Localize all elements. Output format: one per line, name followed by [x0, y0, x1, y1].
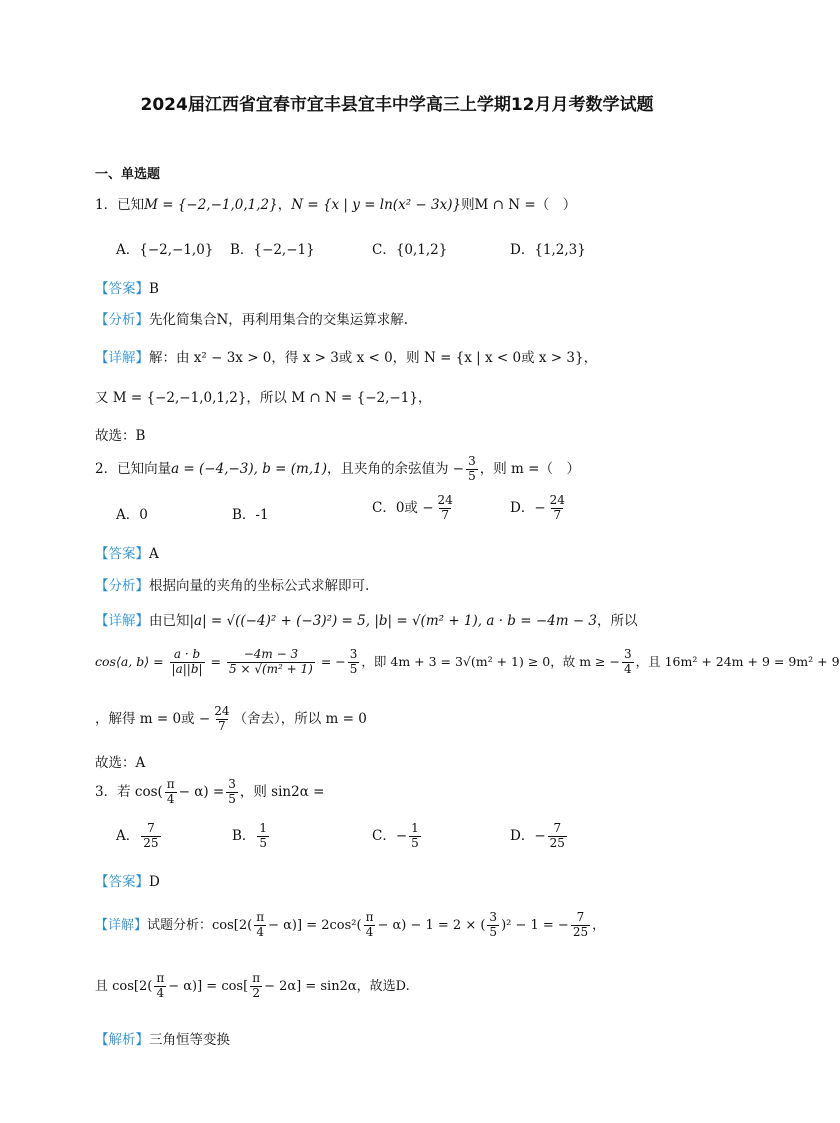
- q3-option-c: C．− $\frac{1}{5}$: [372, 821, 419, 850]
- q2-option-c: C．0或 − $\frac{24}{7}$: [372, 493, 453, 522]
- q1-answer: 【答案】B: [95, 281, 159, 297]
- q1-option-b: B．{−2,−1}: [230, 242, 315, 258]
- q1-analysis: 【分析】先化简集合N，再利用集合的交集运算求解.: [95, 312, 409, 328]
- q2-detail-3: ，解得 m = 0或 − $\frac{24}{7}$ （舍去），所以 m = 0: [95, 704, 367, 733]
- q3-option-b: B． $\frac{1}{5}$: [232, 821, 268, 850]
- q2-option-d: D．− $\frac{24}{7}$: [510, 493, 565, 522]
- q1-option-a: A．{−2,−1,0}: [116, 242, 214, 258]
- q3-jiexi: 【解析】三角恒等变换: [95, 1032, 230, 1048]
- q2-answer: 【答案】A: [95, 546, 159, 562]
- q1-detail-2: 又 M = {−2,−1,0,1,2}，所以 M ∩ N = {−2,−1}，: [95, 390, 432, 406]
- section-heading: 一、单选题: [95, 167, 161, 182]
- q1-detail: 【详解】解：由 x² − 3x > 0，得 x > 3或 x < 0，则 N = {x | x < 0或 x > 3}，: [95, 350, 598, 366]
- q2-detail: 【详解】由已知|a| = √((−4)² + (−3)²) = 5, |b| = √(m² + 1), a · b = −4m − 3，所以: [95, 613, 638, 629]
- q3-detail: 【详解】试题分析：cos[2( $\frac{\pi}{4}$ − α)] = 2cos²( $\frac{\pi}{4}$ − α) − 1 = 2 × ( $\frac{3}{5}$ )² − 1 = − $\frac{7}{25}$ ，: [95, 910, 606, 939]
- question-1-stem: 1．已知M = {−2,−1,0,1,2}，N = {x | y = ln(x² − 3x)}则M ∩ N =（ ）: [95, 197, 577, 213]
- q2-conclusion: 故选：A: [95, 755, 146, 771]
- q2-analysis: 【分析】根据向量的夹角的坐标公式求解即可.: [95, 578, 370, 594]
- question-3-stem: 3．若 cos( $\frac{\pi}{4}$ − α) = $\frac{3}{5}$ ，则 sin2α =: [95, 777, 325, 806]
- q2-option-b: B．-1: [232, 507, 269, 523]
- q3-answer: 【答案】D: [95, 874, 160, 890]
- q1-conclusion: 故选：B: [95, 428, 146, 444]
- q3-detail-2: 且 cos[2( $\frac{\pi}{4}$ − α)] = cos[ $\frac{\pi}{2}$ − 2α] = sin2α，故选D.: [95, 971, 410, 1000]
- q3-option-d: D．− $\frac{7}{25}$: [510, 821, 565, 850]
- q2-option-a: A．0: [116, 507, 148, 523]
- q2-detail-2: cos⟨a, b⟩ = $\frac{a \cdot b}{|a||b|}$ = $\frac{-4m - 3}{\text{5 × √(m² + 1)}}$ = − $\frac{3}{5}$ ，即 4m + 3 = 3√(m² + 1) ≥ 0，故 m ≥ − $\frac{3}{4}$ ，且 16m² + 24m + 9 = 9m² + 9: [95, 647, 840, 676]
- q1-option-d: D．{1,2,3}: [510, 242, 586, 258]
- question-2-stem: 2．已知向量a = (−4,−3), b = (m,1)，且夹角的余弦值为 − $\frac{3}{5}$ ，则 m =（ ）: [95, 454, 580, 483]
- q3-option-a: A． $\frac{7}{25}$: [116, 821, 159, 850]
- page-title: 2024届江西省宜春市宜丰县宜丰中学高三上学期12月月考数学试题: [140, 95, 654, 115]
- q1-option-c: C．{0,1,2}: [372, 242, 448, 258]
